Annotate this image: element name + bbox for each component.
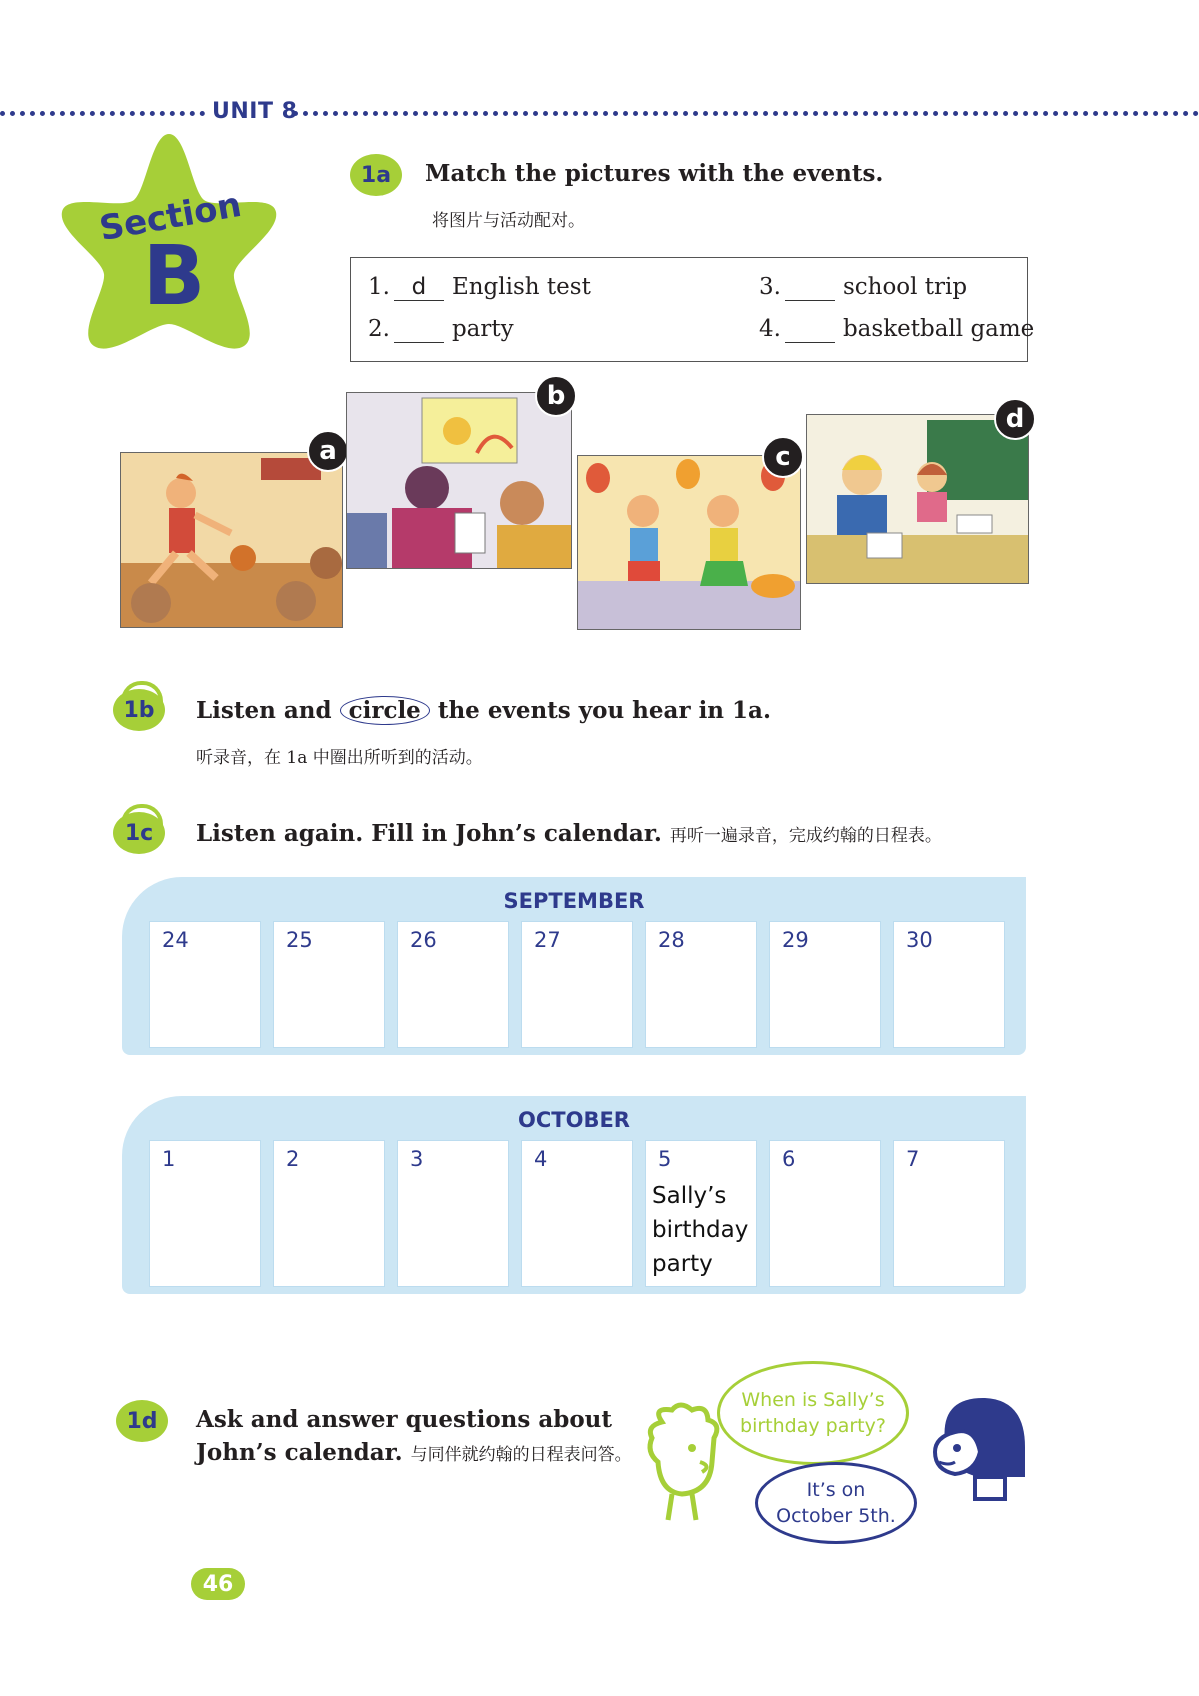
picture-b-english-test bbox=[346, 392, 572, 569]
calendar-cell[interactable]: 29 bbox=[769, 921, 881, 1048]
unit-title: UNIT 8 bbox=[212, 99, 298, 124]
picture-c-party bbox=[577, 455, 801, 630]
picture-label-c: c bbox=[762, 436, 804, 478]
picture-label-a: a bbox=[307, 430, 349, 472]
instruction-1b-zh: 听录音，在 1a 中圈出所听到的活动。 bbox=[196, 748, 483, 768]
answer-blank-2[interactable] bbox=[394, 316, 444, 343]
section-letter: B bbox=[142, 229, 206, 324]
month-september: SEPTEMBER bbox=[503, 889, 645, 913]
answer-blank-1[interactable]: d bbox=[394, 274, 444, 301]
section-star-icon bbox=[58, 128, 280, 356]
instruction-1a: Match the pictures with the events. bbox=[425, 160, 884, 187]
circle-word: circle bbox=[340, 696, 430, 725]
instruction-1c: Listen again. Fill in John’s calendar. 再听一遍录音，完成约翰的日程表。 bbox=[196, 820, 942, 847]
section-word: Section bbox=[96, 184, 245, 250]
answer-blank-4[interactable] bbox=[785, 316, 835, 343]
instruction-1d-line2: John’s calendar. 与同伴就约翰的日程表问答。 bbox=[196, 1439, 632, 1466]
badge-1b: 1b bbox=[113, 689, 165, 731]
calendar-cell[interactable]: 3 bbox=[397, 1140, 509, 1287]
calendar-cell[interactable]: 26 bbox=[397, 921, 509, 1048]
calendar-cell[interactable]: 25 bbox=[273, 921, 385, 1048]
match-item-1: 1. d English test bbox=[368, 274, 591, 300]
match-item-2: 2. party bbox=[368, 316, 514, 342]
calendar-cell[interactable]: 4 bbox=[521, 1140, 633, 1287]
speech-bubble-answer: It’s on October 5th. bbox=[755, 1462, 917, 1544]
instruction-1d-line1: Ask and answer questions about bbox=[196, 1406, 613, 1433]
page-number: 46 bbox=[191, 1568, 245, 1600]
calendar-cell[interactable]: 28 bbox=[645, 921, 757, 1048]
calendar-cell[interactable]: 24 bbox=[149, 921, 261, 1048]
calendar-cell[interactable]: 2 bbox=[273, 1140, 385, 1287]
month-october: OCTOBER bbox=[518, 1108, 630, 1132]
speech-bubble-question: When is Sally’s birthday party? bbox=[717, 1361, 909, 1465]
badge-1d: 1d bbox=[116, 1400, 168, 1442]
calendar-cell[interactable]: 7 bbox=[893, 1140, 1005, 1287]
header-dotted-rule-right bbox=[293, 111, 1199, 116]
calendar-cell[interactable]: 27 bbox=[521, 921, 633, 1048]
girl-character-icon bbox=[925, 1392, 1030, 1502]
calendar-note-sallys-birthday: Sally’s birthday party bbox=[652, 1183, 749, 1277]
instruction-1d-zh: 与同伴就约翰的日程表问答。 bbox=[410, 1445, 632, 1465]
picture-a-basketball bbox=[120, 452, 343, 628]
answer-blank-3[interactable] bbox=[785, 274, 835, 301]
calendar-cell[interactable]: 1 bbox=[149, 1140, 261, 1287]
badge-1a: 1a bbox=[350, 154, 402, 196]
calendar-october bbox=[122, 1096, 1026, 1294]
calendar-cell[interactable]: 6 bbox=[769, 1140, 881, 1287]
match-item-3: 3. school trip bbox=[759, 274, 968, 300]
match-item-4: 4. basketball game bbox=[759, 316, 1035, 342]
picture-label-b: b bbox=[535, 375, 577, 417]
match-box bbox=[350, 257, 1035, 362]
picture-d-school-trip bbox=[806, 414, 1029, 584]
picture-label-d: d bbox=[994, 398, 1036, 440]
badge-1c: 1c bbox=[113, 812, 165, 854]
calendar-cell-oct-5[interactable]: 5 Sally’s birthday party bbox=[645, 1140, 757, 1287]
header-dotted-rule-left bbox=[0, 111, 205, 116]
instruction-1a-zh: 将图片与活动配对。 bbox=[432, 211, 585, 231]
calendar-cell[interactable]: 30 bbox=[893, 921, 1005, 1048]
calendar-september bbox=[122, 877, 1026, 1055]
instruction-1b: Listen and circle the events you hear in 1a. bbox=[196, 697, 771, 724]
instruction-1c-zh: 再听一遍录音，完成约翰的日程表。 bbox=[669, 826, 942, 846]
